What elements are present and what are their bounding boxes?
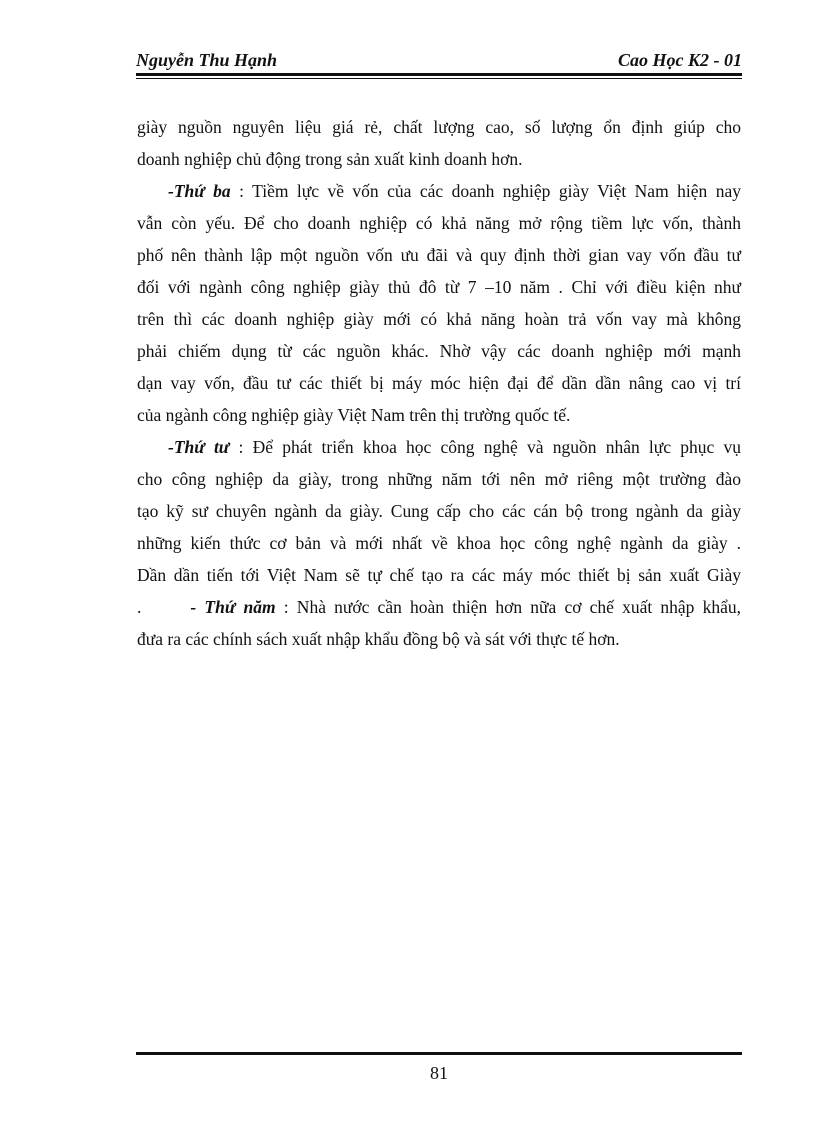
body-line: đối với ngành công nghiệp giày thủ đô từ 7 –10 năm . Chỉ với điều kiện như <box>137 277 741 297</box>
label-thu-tu: -Thứ tư <box>168 437 230 457</box>
body-line: cho công nghiệp da giày, trong những năm tới nên mở riêng một trường đào <box>137 469 741 489</box>
body-line: những kiến thức cơ bản và mới nhất về khoa học công nghệ ngành da giày . <box>137 533 741 553</box>
body-line: phải chiếm dụng từ các nguồn khác. Nhờ vậy các doanh nghiệp mới mạnh <box>137 341 741 361</box>
body-text-span: : Nhà nước cần hoàn thiện hơn nữa cơ chế xuất nhập khẩu, <box>275 597 741 617</box>
label-thu-nam: - Thứ năm <box>190 597 276 617</box>
body-line: tạo kỹ sư chuyên ngành da giày. Cung cấp cho các cán bộ trong ngành da giày <box>137 501 741 521</box>
body-line: dạn vay vốn, đầu tư các thiết bị máy móc hiện đại để dần dần nâng cao vị trí <box>137 373 741 393</box>
header-author: Nguyễn Thu Hạnh <box>136 50 278 70</box>
body-line: giày nguồn nguyên liệu giá rẻ, chất lượng cao, số lượng ổn định giúp cho <box>137 117 741 137</box>
document-body <box>137 111 741 655</box>
body-line: Dần dần tiến tới Việt Nam sẽ tự chế tạo ra các máy móc thiết bị sản xuất Giày <box>137 565 741 585</box>
page-header <box>136 48 742 72</box>
body-text-span: : Tiềm lực về vốn của các doanh nghiệp giày Việt Nam hiện nay <box>230 181 741 201</box>
header-rule-thin <box>136 78 742 79</box>
paragraph-thu-nam-line <box>137 591 741 623</box>
body-line: trên thì các doanh nghiệp giày mới có khả năng hoàn trả vốn vay mà không <box>137 309 741 329</box>
body-text-span: : Để phát triển khoa học công nghệ và nguồn nhân lực phục vụ <box>229 437 741 457</box>
body-text-span: . <box>137 597 191 617</box>
page-number: 81 <box>430 1063 448 1083</box>
footer-rule <box>136 1052 742 1055</box>
body-line: đưa ra các chính sách xuất nhập khẩu đồng bộ và sát với thực tế hơn. <box>137 629 620 649</box>
header-course: Cao Học K2 - 01 <box>618 50 742 70</box>
paragraph-thu-tu-first-line <box>137 431 741 463</box>
header-rule <box>136 73 742 76</box>
body-line: vẫn còn yếu. Để cho doanh nghiệp có khả năng mở rộng tiềm lực vốn, thành <box>137 213 741 233</box>
body-line: của ngành công nghiệp giày Việt Nam trên thị trường quốc tế. <box>137 405 571 425</box>
paragraph-thu-ba-first-line <box>137 175 741 207</box>
label-thu-ba: -Thứ ba <box>168 181 231 201</box>
body-line: doanh nghiệp chủ động trong sản xuất kinh doanh hơn. <box>137 149 523 169</box>
body-line: phố nên thành lập một nguồn vốn ưu đãi và quy định thời gian vay vốn đầu tư <box>137 245 741 265</box>
